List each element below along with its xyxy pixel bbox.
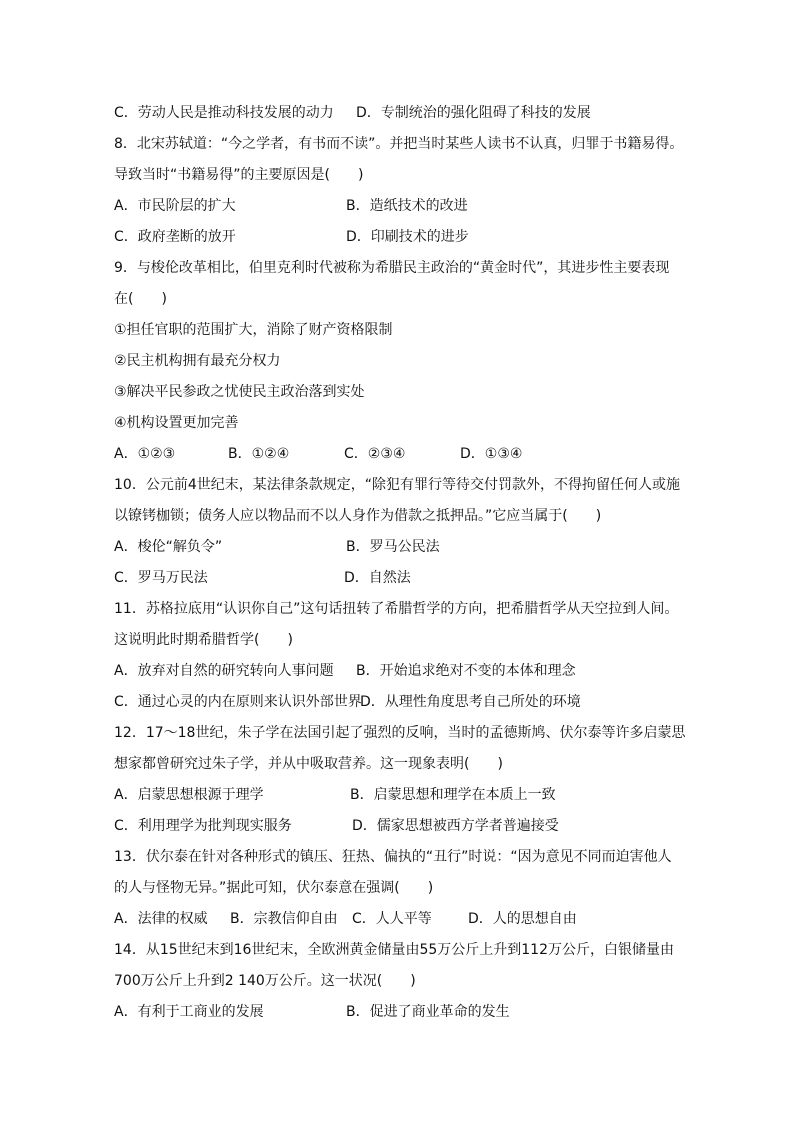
q10-options-ab <box>114 537 440 557</box>
q14-option-b: B．促进了商业革命的发生 <box>346 1004 510 1020</box>
q9-option-a: A．①②③ <box>114 446 176 462</box>
q10-stem-line1: 10．公元前4世纪末，某法律条款规定，“除犯有罪行等待交付罚款外，不得拘留任何人或施 <box>114 477 680 493</box>
q7-option-c: C．劳动人民是推动科技发展的动力 <box>114 105 334 121</box>
q13-options <box>114 909 577 929</box>
q8-stem-line1: 8．北宋苏轼道：“今之学者，有书而不读”。并把当时某些人读书不认真，归罪于书籍易得。 <box>114 136 684 152</box>
q9-statement-3: ③解决平民参政之忧使民主政治落到实处 <box>114 384 365 400</box>
q13-stem-line2: 的人与怪物无异。”据此可知，伏尔泰意在强调( ) <box>114 880 434 896</box>
q12-option-a: A．启蒙思想根源于理学 <box>114 787 264 803</box>
q11-options-ab <box>114 661 576 681</box>
q11-option-b: B．开始追求绝对不变的本体和理念 <box>356 663 576 679</box>
q9-statement-1: ①担任官职的范围扩大，消除了财产资格限制 <box>114 322 393 338</box>
q14-stem-line2: 700万公斤上升到2 140万公斤。这一状况( ) <box>114 973 416 989</box>
q12-options-ab <box>114 785 556 805</box>
q10-option-b: B．罗马公民法 <box>346 539 440 555</box>
q11-stem-line2: 这说明此时期希腊哲学( ) <box>114 632 293 648</box>
q14-stem-line1: 14．从15世纪末到16世纪末，全欧洲黄金储量由55万公斤上升到112万公斤，白银储量由 <box>114 942 674 958</box>
q8-option-c: C．政府垄断的放开 <box>114 229 236 245</box>
q9-stem-line1: 9．与梭伦改革相比，伯里克利时代被称为希腊民主政治的“黄金时代”，其进步性主要表现 <box>114 260 670 276</box>
q11-option-a: A．放弃对自然的研究转向人事问题 <box>114 663 334 679</box>
q12-option-d: D．儒家思想被西方学者普遍接受 <box>352 818 559 834</box>
q8-option-b: B．造纸技术的改进 <box>346 198 468 214</box>
q14-options-ab <box>114 1002 510 1022</box>
q8-options-cd <box>114 227 469 247</box>
q8-stem-line2: 导致当时“书籍易得”的主要原因是( ) <box>114 167 364 183</box>
q9-statement-4: ④机构设置更加完善 <box>114 415 239 431</box>
q10-options-cd <box>114 568 411 588</box>
q13-option-a: A．法律的权威 <box>114 911 208 927</box>
q11-option-d: D．从理性角度思考自己所处的环境 <box>360 694 581 710</box>
q13-stem-line1: 13．伏尔泰在针对各种形式的镇压、狂热、偏执的“丑行”时说：“因为意见不同而迫害他人 <box>114 849 672 865</box>
q9-statement-2: ②民主机构拥有最充分权力 <box>114 353 281 369</box>
q9-option-b: B．①②④ <box>228 446 290 462</box>
q11-stem-line1: 11．苏格拉底用“认识你自己”这句话扭转了希腊哲学的方向，把希腊哲学从天空拉到人间。 <box>114 601 679 617</box>
q9-stem-line2: 在( ) <box>114 291 167 307</box>
q9-option-d: D．①③④ <box>460 446 523 462</box>
q12-options-cd <box>114 816 559 836</box>
q13-option-d: D．人的思想自由 <box>468 911 577 927</box>
q14-option-a: A．有利于工商业的发展 <box>114 1004 264 1020</box>
q9-option-c: C．②③④ <box>344 446 406 462</box>
q8-options-ab <box>114 196 468 216</box>
q12-stem-line2: 想家都曾研究过朱子学，并从中吸取营养。这一现象表明( ) <box>114 756 503 772</box>
q7-option-d: D．专制统治的强化阻碍了科技的发展 <box>356 105 591 121</box>
q9-options <box>114 444 523 464</box>
q8-option-d: D．印刷技术的进步 <box>346 229 469 245</box>
q12-option-b: B．启蒙思想和理学在本质上一致 <box>350 787 556 803</box>
q10-option-a: A．梭伦“解负令” <box>114 539 223 555</box>
q10-option-d: D．自然法 <box>344 570 411 586</box>
q10-option-c: C．罗马万民法 <box>114 570 208 586</box>
q7-options-cd <box>114 103 591 123</box>
q12-option-c: C．利用理学为批判现实服务 <box>114 818 292 834</box>
q12-stem-line1: 12．17～18世纪，朱子学在法国引起了强烈的反响，当时的孟德斯鸠、伏尔泰等许多启蒙思 <box>114 725 686 741</box>
q13-option-b: B．宗教信仰自由 <box>230 911 338 927</box>
q11-options-cd <box>114 692 581 712</box>
q10-stem-line2: 以镣铐枷锁；债务人应以物品而不以人身作为借款之抵押品。”它应当属于( ) <box>114 508 602 524</box>
q13-option-c: C．人人平等 <box>352 911 432 927</box>
q11-option-c: C．通过心灵的内在原则来认识外部世界 <box>114 694 362 710</box>
q8-option-a: A．市民阶层的扩大 <box>114 198 236 214</box>
